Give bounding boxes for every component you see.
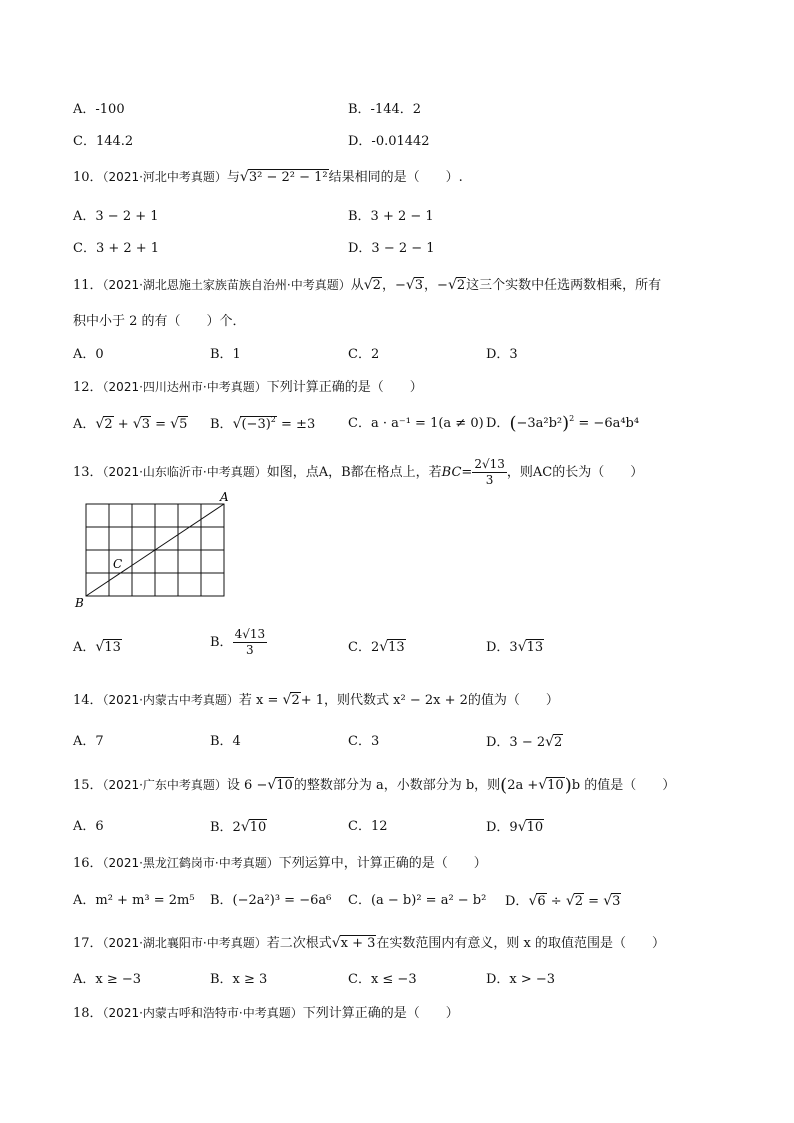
- q13-stem: [73, 457, 734, 488]
- q13-option-b: [210, 627, 267, 658]
- q12-source: （2021·四川达州市·中考真题）: [102, 380, 267, 394]
- q14-option-d-rad: 2: [554, 735, 563, 750]
- q11-stem-pre: 从: [350, 278, 364, 293]
- q13-frac-den: 3: [485, 473, 494, 487]
- sqrt-icon: √: [132, 416, 142, 432]
- q10-stem-pre: 与: [226, 170, 240, 185]
- q14-number: 14．: [73, 693, 103, 708]
- q10-stem-post: 结果相同的是（ ）.: [328, 170, 463, 185]
- q15-option-b: [210, 817, 267, 838]
- q15-stem-mid: 的整数部分为 a，小数部分为 b，则: [293, 778, 501, 793]
- sqrt-icon: √: [517, 819, 527, 835]
- q11-option-b: B．1: [210, 347, 241, 362]
- q11-sqrt-icon-1: √: [363, 277, 373, 293]
- q17-option-a: A．x ≥ −3: [73, 972, 142, 987]
- q10-sqrt-icon: √: [239, 169, 249, 185]
- q15-option-b-rad: 10: [249, 820, 267, 835]
- q16-d-rad3: 3: [612, 894, 621, 909]
- q15-stem-post: b 的值是（ ）: [571, 778, 676, 793]
- q13-option-b-den: 3: [246, 643, 254, 657]
- q12-option-a: A．√2 + √3 = √5: [73, 416, 188, 432]
- q12-option-b: [210, 414, 315, 435]
- q16-option-a: A．m² + m³ = 2m⁵: [73, 893, 195, 908]
- q9-option-d: D．-0.01442: [348, 134, 430, 149]
- q14-rad: 2: [291, 693, 300, 708]
- q15-option-b-label: B．2: [210, 820, 241, 835]
- sqrt-icon: √: [282, 692, 292, 708]
- q16-d-eq: =: [588, 894, 600, 909]
- q13-option-c-label: C．2: [348, 640, 380, 655]
- q13-option-c: [348, 637, 406, 658]
- q13-option-b-fraction: [233, 627, 268, 658]
- q17-number: 17．: [73, 936, 103, 951]
- q16-stem-text: 下列运算中，计算正确的是（ ）: [278, 856, 487, 871]
- q16-d-div: ÷: [550, 894, 562, 909]
- q12-option-d: D．$(-3a^2b^2)^2 = -6a^4b^4$: [486, 413, 640, 434]
- q13-source: （2021·山东临沂市·中考真题）: [102, 465, 267, 479]
- sqrt-icon: √: [95, 416, 105, 432]
- q14-option-b: B．4: [210, 734, 241, 749]
- sqrt-icon: √: [232, 416, 242, 432]
- q11-sqrt-icon-3: √: [447, 277, 457, 293]
- sqrt-icon: √: [538, 777, 548, 793]
- q10-option-b: B．3 + 2 − 1: [348, 209, 434, 224]
- q13-option-a: [73, 637, 122, 658]
- q13-bc-fraction: [472, 457, 507, 488]
- sqrt-icon: √: [603, 893, 613, 909]
- q12-option-a-label: A．: [73, 417, 96, 432]
- sqrt-icon: √: [331, 935, 341, 951]
- sqrt-icon: √: [545, 734, 555, 750]
- q11-sep-2: ，−: [424, 278, 448, 293]
- q15-option-d-rad: 10: [526, 820, 544, 835]
- q11-option-a: A．0: [73, 347, 104, 362]
- q15-expr-pre: 2a +: [507, 778, 539, 793]
- q14-source: （2021·内蒙古中考真题）: [102, 693, 239, 707]
- q13-option-b-label: B．: [210, 635, 233, 650]
- q9-option-c: C．144.2: [73, 134, 134, 149]
- q11-radicand-2: 3: [414, 278, 424, 293]
- q12-option-b-tail: = ±3: [281, 417, 316, 432]
- q17-option-b: B．x ≥ 3: [210, 972, 268, 987]
- q14-stem-mid: + 1，则代数式 x² − 2x + 2的值为（ ）: [300, 693, 559, 708]
- q17-stem-post: 在实数范围内有意义，则 x 的取值范围是（ ）: [376, 936, 666, 951]
- q10-option-c: C．3 + 2 + 1: [73, 241, 160, 256]
- sqrt-icon: √: [528, 893, 538, 909]
- q17-option-d: D．x > −3: [486, 972, 556, 987]
- q12-stem-text: 下列计算正确的是（ ）: [266, 380, 423, 395]
- q10-source: （2021·河北中考真题）: [102, 170, 227, 184]
- q10-radicand: 3² − 2² − 1²: [248, 170, 328, 185]
- q12-option-c: C．a · a⁻¹ = 1(a ≠ 0): [348, 416, 484, 431]
- q9-option-b: B．-144．2: [348, 102, 422, 117]
- q13-option-c-rad: 13: [388, 640, 405, 655]
- q15-stem-pre: 设 6 −: [226, 778, 268, 793]
- q16-option-d-label: D．: [505, 894, 529, 909]
- sqrt-icon: √: [565, 893, 575, 909]
- q12-option-d-label: D．: [486, 416, 510, 431]
- sqrt-icon: √: [267, 777, 277, 793]
- q15-option-a: A．6: [73, 819, 104, 834]
- q13-number: 13．: [73, 465, 103, 480]
- q11-radicand-3: 2: [456, 278, 466, 293]
- q13-label-b: B: [75, 596, 84, 610]
- q10-option-d: D．3 − 2 − 1: [348, 241, 435, 256]
- q18-source: （2021·内蒙古呼和浩特市·中考真题）: [102, 1006, 303, 1020]
- q12-a-rad1: 2: [104, 417, 113, 432]
- q16-option-d: [505, 891, 621, 912]
- q11-option-d: D．3: [486, 347, 518, 362]
- q17-source: （2021·湖北襄阳市·中考真题）: [102, 936, 267, 950]
- q13-grid-lines: [86, 504, 224, 596]
- q16-d-rad1: 6: [537, 894, 546, 909]
- q13-option-a-label: A．: [73, 640, 96, 655]
- q15-stem: 15．（2021·广东中考真题）设 6 −√10的整数部分为 a，小数部分为 b，则(2a +√10)b 的值是（ ）: [73, 775, 676, 796]
- q16-option-b: B．(−2a²)³ = −6a⁶: [210, 893, 332, 908]
- q15-option-c: C．12: [348, 819, 388, 834]
- q14-option-c: C．3: [348, 734, 380, 749]
- q13-label-c: C: [113, 557, 123, 571]
- q11-stem-line2: 积中小于 2 的有（ ）个．: [73, 314, 246, 329]
- q13-label-a: A: [220, 490, 229, 504]
- q15-option-d-label: D．9: [486, 820, 518, 835]
- q14-option-a: A．7: [73, 734, 104, 749]
- q10-stem: [73, 167, 734, 188]
- q12-b-radicand: $(-3)^2$: [241, 415, 276, 432]
- q13-bc-label: BC=: [441, 465, 473, 480]
- q16-option-c: C．(a − b)² = a² − b²: [348, 893, 487, 908]
- q16-d-rad2: 2: [574, 894, 584, 909]
- sqrt-icon: √: [379, 639, 389, 655]
- q17-option-c: C．x ≤ −3: [348, 972, 417, 987]
- q16-source: （2021·黑龙江鹤岗市·中考真题）: [102, 856, 279, 870]
- q12-a-rad3: 5: [179, 417, 188, 432]
- q12-stem: [73, 377, 734, 398]
- q14-option-d: [486, 732, 563, 753]
- q12-a-rad2: 3: [141, 417, 150, 432]
- q11-source: （2021·湖北恩施土家族苗族自治州·中考真题）: [102, 278, 351, 292]
- q12-option-d-tail: = −6a⁴b⁴: [578, 416, 640, 431]
- q11-sep-1: ，−: [381, 278, 406, 293]
- q15-rad: 10: [276, 778, 293, 793]
- q11-number: 11．: [73, 278, 103, 293]
- q13-option-d: [486, 637, 544, 658]
- q15-expr-rad: 10: [547, 778, 564, 793]
- sqrt-icon: √: [517, 639, 527, 655]
- sqrt-icon: √: [240, 819, 250, 835]
- q17-stem: [73, 933, 734, 954]
- q12-number: 12．: [73, 380, 103, 395]
- q16-stem: [73, 853, 734, 874]
- q15-source: （2021·广东中考真题）: [102, 778, 227, 792]
- q12-option-d-inner: −3a²b²: [516, 416, 563, 431]
- q14-stem: [73, 690, 734, 711]
- q13-option-d-rad: 13: [526, 640, 544, 655]
- q15-number: 15．: [73, 778, 103, 793]
- q15-option-d: [486, 817, 544, 838]
- q14-stem-pre: 若 x =: [238, 693, 283, 708]
- q14-option-d-label: D．3 − 2: [486, 735, 546, 750]
- q11-stem: [73, 275, 734, 296]
- q12-option-b-label: B．: [210, 417, 233, 432]
- sqrt-icon: √: [170, 416, 180, 432]
- q17-rad: x + 3: [340, 936, 376, 951]
- q11-stem-post: 这三个实数中任选两数相乘，所有: [466, 278, 662, 293]
- q16-number: 16．: [73, 856, 103, 871]
- q13-option-d-label: D．3: [486, 640, 518, 655]
- sqrt-icon: √: [95, 639, 105, 655]
- q13-option-b-num: 4√13: [234, 627, 266, 641]
- q11-radicand-1: 2: [372, 278, 381, 293]
- q11-option-c: C．2: [348, 347, 380, 362]
- q9-option-a: A．-100: [73, 102, 125, 117]
- q18-stem-text: 下列计算正确的是（ ）: [302, 1006, 459, 1021]
- q13-option-a-rad: 13: [104, 640, 121, 655]
- q18-number: 18．: [73, 1006, 103, 1021]
- q11-sqrt-icon-2: √: [405, 277, 415, 293]
- q13-grid-figure: [70, 490, 240, 612]
- q17-stem-pre: 若二次根式: [266, 936, 332, 951]
- q18-stem: [73, 1003, 734, 1024]
- q10-option-a: A．3 − 2 + 1: [73, 209, 159, 224]
- q13-stem-pre: 如图，点A，B都在格点上，若: [266, 465, 442, 480]
- q10-number: 10．: [73, 170, 103, 185]
- q13-stem-post: ，则AC的长为（ ）: [506, 465, 644, 480]
- q13-frac-num: 2√13: [474, 457, 505, 471]
